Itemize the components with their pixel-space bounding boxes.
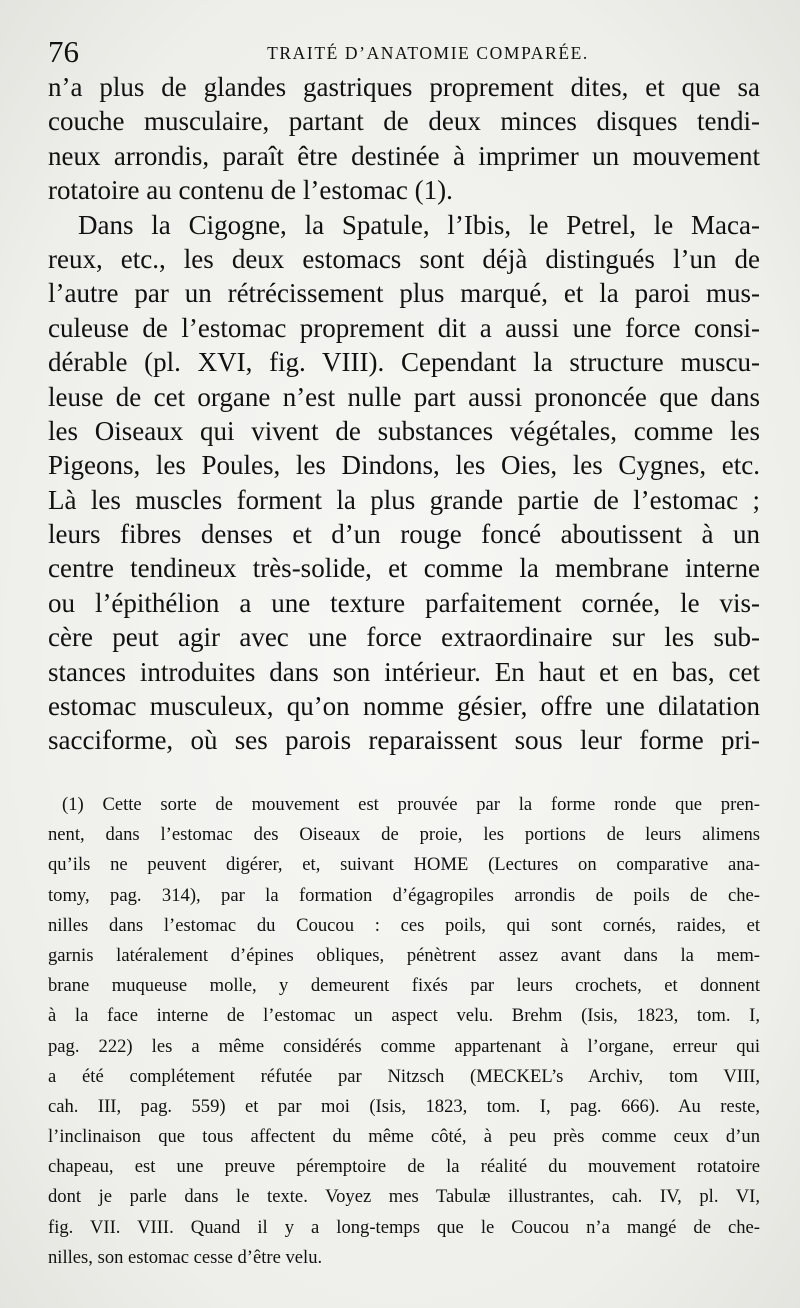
- footnote-line: nilles dans l’estomac du Coucou : ces poils, qui sont cornés, raides, et: [48, 914, 760, 936]
- text-line: culeuse de l’estomac proprement dit a aussi une force consi-: [48, 312, 760, 343]
- footnote-line: dont je parle dans le texte. Voyez mes Tabulæ illustrantes, cah. IV, pl. VI,: [48, 1186, 760, 1208]
- page-header: [48, 34, 760, 70]
- footnote-line: à la face interne de l’estomac un aspect velu. Brehm (Isis, 1823, tom. I,: [48, 1005, 760, 1027]
- footnote-line: pag. 222) les a même considérés comme appartenant à l’organe, erreur qui: [48, 1035, 760, 1057]
- text-line: Là les muscles forment la plus grande partie de l’estomac ;: [48, 484, 760, 515]
- text-line: neux arrondis, paraît être destinée à imprimer un mouvement: [48, 140, 760, 171]
- footnote-line: chapeau, est une preuve péremptoire de la réalité du mouvement rotatoire: [48, 1156, 760, 1178]
- text-line: reux, etc., les deux estomacs sont déjà distingués l’un de: [48, 243, 760, 274]
- text-line: centre tendineux très-solide, et comme la membrane interne: [48, 553, 760, 584]
- footnote-line: (1) Cette sorte de mouvement est prouvée par la forme ronde que pren-: [62, 794, 760, 815]
- text-line: n’a plus de glandes gastriques proprement dites, et que sa: [48, 72, 760, 102]
- text-line: sacciforme, où ses parois reparaissent sous leur forme pri-: [48, 725, 760, 756]
- footnote-line: brane muqueuse molle, y demeurent fixés par leurs crochets, et donnent: [48, 975, 760, 997]
- text-line: ou l’épithélion a une texture parfaitement cornée, le vis-: [48, 587, 760, 618]
- footnote-line: nilles, son estomac cesse d’être velu.: [48, 1246, 323, 1268]
- footnote-line: fig. VII. VIII. Quand il y a long-temps que le Coucou n’a mangé de che-: [48, 1216, 760, 1238]
- footnote-line: a été complétement réfutée par Nitzsch (MECKEL’s Archiv, tom VIII,: [48, 1065, 760, 1087]
- footnote-line: cah. III, pag. 559) et par moi (Isis, 1823, tom. I, pag. 666). Au reste,: [48, 1095, 760, 1117]
- text-line: stances introduites dans son intérieur. En haut et en bas, cet: [48, 656, 760, 687]
- main-text: [48, 70, 760, 758]
- text-line: dérable (pl. XVI, fig. VIII). Cependant la structure muscu-: [48, 347, 760, 378]
- text-line: leurs fibres denses et d’un rouge foncé aboutissent à un: [48, 519, 760, 550]
- footnote-line: tomy, pag. 314), par la formation d’égagropiles arrondis de poils de che-: [48, 884, 760, 906]
- footnote-line: nent, dans l’estomac des Oiseaux de proie, les portions de leurs alimens: [48, 824, 760, 846]
- page-number: 76: [48, 34, 79, 69]
- text-line: leuse de cet organe n’est nulle part aussi prononcée que dans: [48, 381, 760, 412]
- running-title: TRAITÉ D’ANATOMIE COMPARÉE.: [267, 43, 589, 63]
- footnote: [48, 790, 760, 1273]
- text-line: rotatoire au contenu de l’estomac (1).: [48, 175, 453, 206]
- footnote-line: garnis latéralement d’épines obliques, pénètrent assez avant dans la mem-: [48, 944, 760, 966]
- text-line: les Oiseaux qui vivent de substances végétales, comme les: [48, 415, 760, 446]
- footnote-line: l’inclinaison que tous affectent du même côté, à peu près comme ceux d’un: [48, 1126, 760, 1148]
- text-line: couche musculaire, partant de deux minces disques tendi-: [48, 106, 760, 137]
- text-line: l’autre par un rétrécissement plus marqué, et la paroi mus-: [48, 278, 760, 309]
- text-line: estomac musculeux, qu’on nomme gésier, offre une dilatation: [48, 691, 760, 722]
- footnote-line: qu’ils ne peuvent digérer, et, suivant HOME (Lectures on comparative ana-: [48, 854, 760, 876]
- text-line: cère peut agir avec une force extraordinaire sur les sub-: [48, 622, 760, 653]
- text-line: Pigeons, les Poules, les Dindons, les Oies, les Cygnes, etc.: [48, 450, 760, 481]
- text-line: Dans la Cigogne, la Spatule, l’Ibis, le Petrel, le Maca-: [78, 209, 760, 240]
